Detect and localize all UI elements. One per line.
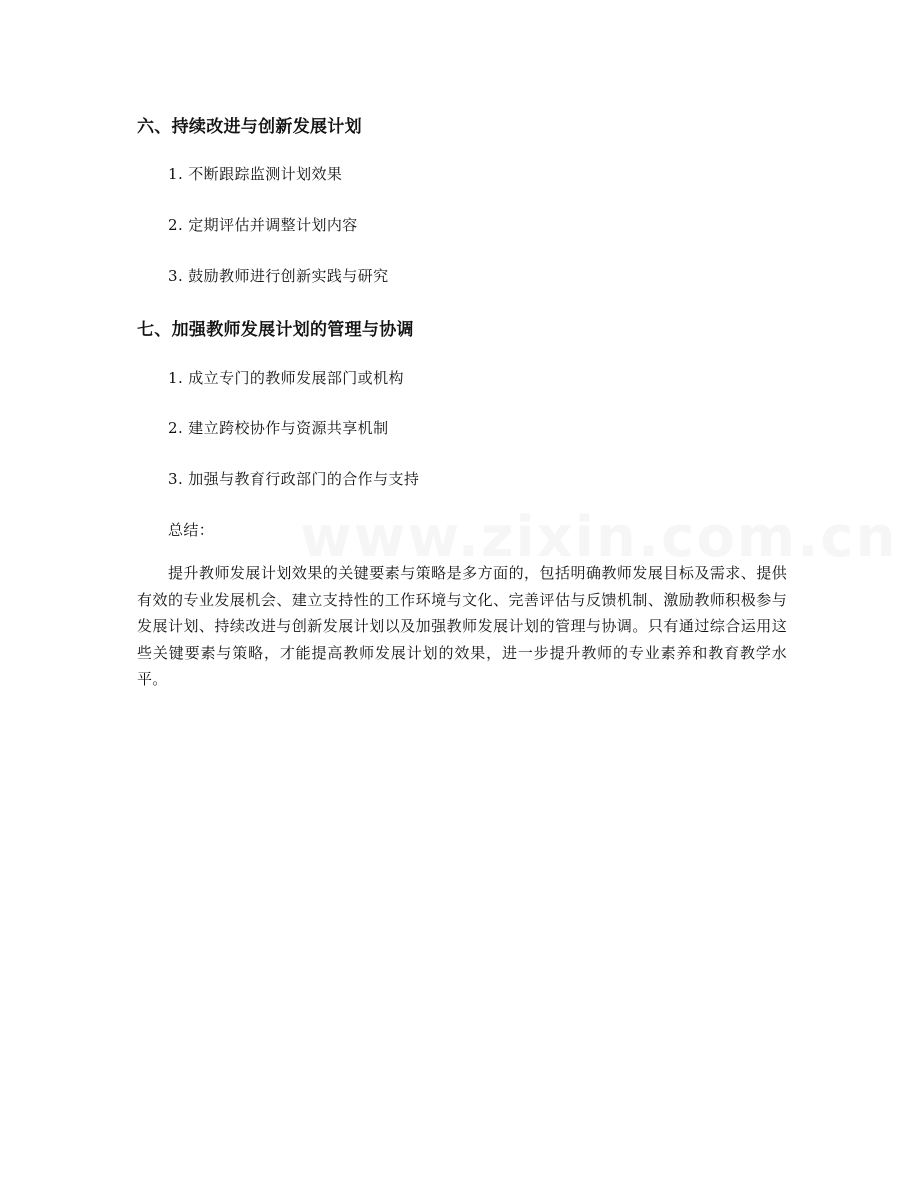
section-7-item-2: 2. 建立跨校协作与资源共享机制 <box>168 419 389 437</box>
section-7-item-3: 3. 加强与教育行政部门的合作与支持 <box>168 470 420 488</box>
summary-paragraph: 提升教师发展计划效果的关键要素与策略是多方面的，包括明确教师发展目标及需求、提供有效的专业发展机会、建立支持性的工作环境与文化、完善评估与反馈机制、激励教师积极参与发展计划、持续改进与创新发展计划以及加强教师发展计划的管理与协调。只有通过综合运用这些关键要素与策略，才能提高教师发展计划的效果，进一步提升教师的专业素养和教育教学水平。 <box>137 564 787 689</box>
section-6-item-1: 1. 不断跟踪监测计划效果 <box>168 165 343 183</box>
section-6-heading: 六、持续改进与创新发展计划 <box>137 117 362 137</box>
section-6-item-3: 3. 鼓励教师进行创新实践与研究 <box>168 267 389 285</box>
section-7-heading: 七、加强教师发展计划的管理与协调 <box>137 320 414 340</box>
section-7-item-1: 1. 成立专门的教师发展部门或机构 <box>168 369 404 387</box>
summary-label: 总结： <box>168 521 215 539</box>
section-6-item-2: 2. 定期评估并调整计划内容 <box>168 216 358 234</box>
